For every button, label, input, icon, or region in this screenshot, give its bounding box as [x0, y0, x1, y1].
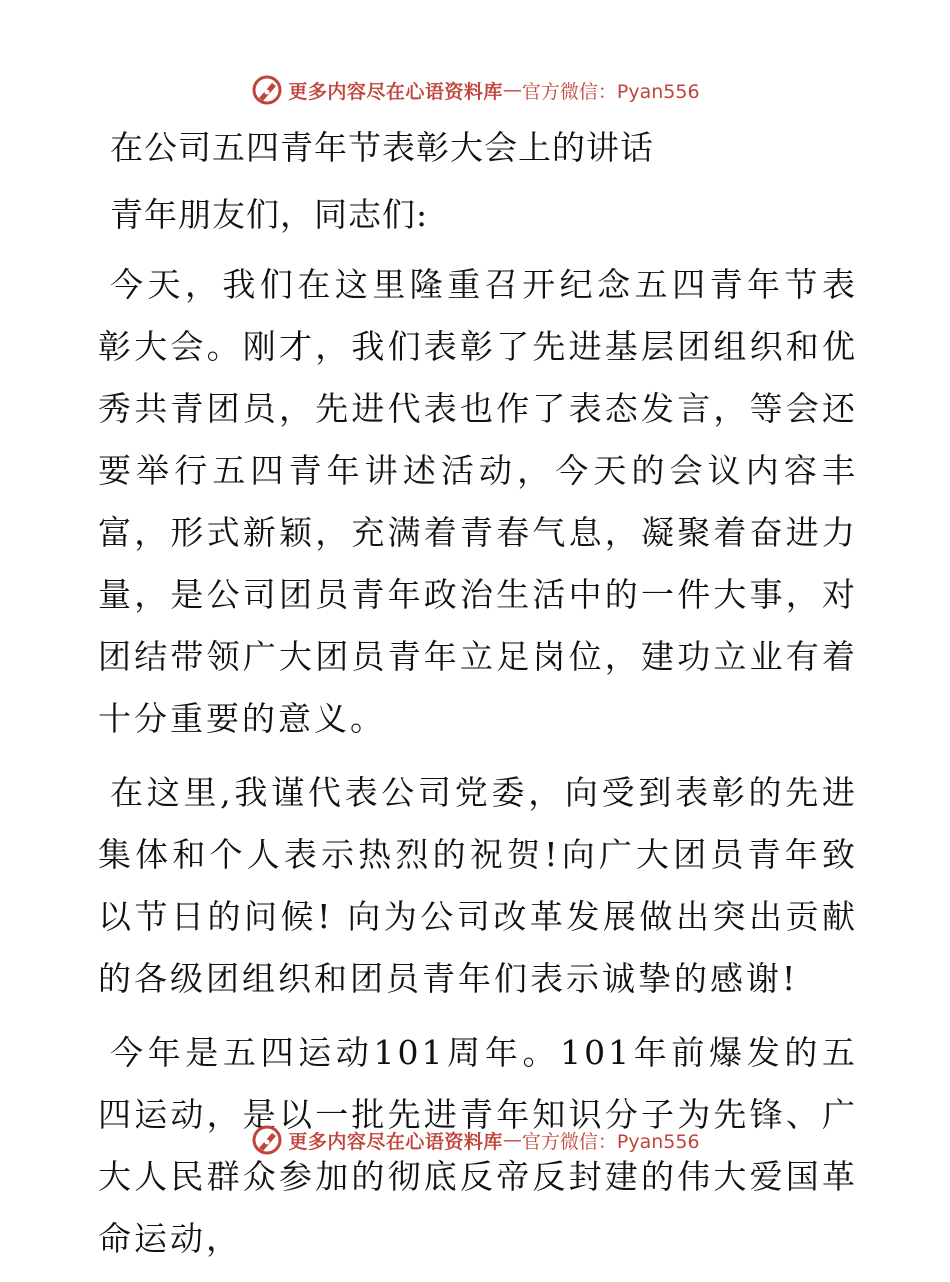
- watermark-wechat: 官方微信：Pyan556: [521, 80, 700, 103]
- document-body: [98, 120, 858, 1282]
- watermark-header: [0, 70, 950, 110]
- pen-logo-icon: [250, 73, 284, 107]
- paragraph-3: 今年是五四运动101周年。101年前爆发的五四运动，是以一批先进青年知识分子为先锋、广大人民群众参加的彻底反帝反封建的伟大爱国革命运动，: [98, 1033, 858, 1258]
- pen-logo-icon: [250, 1123, 284, 1157]
- watermark-footer: [0, 1120, 950, 1160]
- watermark-separator: —: [502, 79, 522, 101]
- salutation: 青年朋友们，同志们:: [110, 195, 429, 234]
- document-title: 在公司五四青年节表彰大会上的讲话: [110, 128, 654, 167]
- watermark-text: 更多内容尽在心语资料库: [288, 1130, 503, 1153]
- watermark-separator: —: [502, 1129, 522, 1151]
- watermark-text: 更多内容尽在心语资料库: [288, 80, 503, 103]
- paragraph-2: 在这里,我谨代表公司党委，向受到表彰的先进集体和个人表示热烈的祝贺!向广大团员青年致以节日的问候! 向为公司改革发展做出突出贡献的各级团组织和团员青年们表示诚挚的感谢!: [98, 773, 858, 998]
- paragraph-1: 今天，我们在这里隆重召开纪念五四青年节表彰大会。刚才，我们表彰了先进基层团组织和优秀共青团员，先进代表也作了表态发言，等会还要举行五四青年讲述活动，今天的会议内容丰富，形式新颖，充满着青春气息，凝聚着奋进力量，是公司团员青年政治生活中的一件大事，对团结带领广大团员青年立足岗位，建功立业有着十分重要的意义。: [98, 265, 858, 738]
- watermark-wechat: 官方微信：Pyan556: [521, 1130, 700, 1153]
